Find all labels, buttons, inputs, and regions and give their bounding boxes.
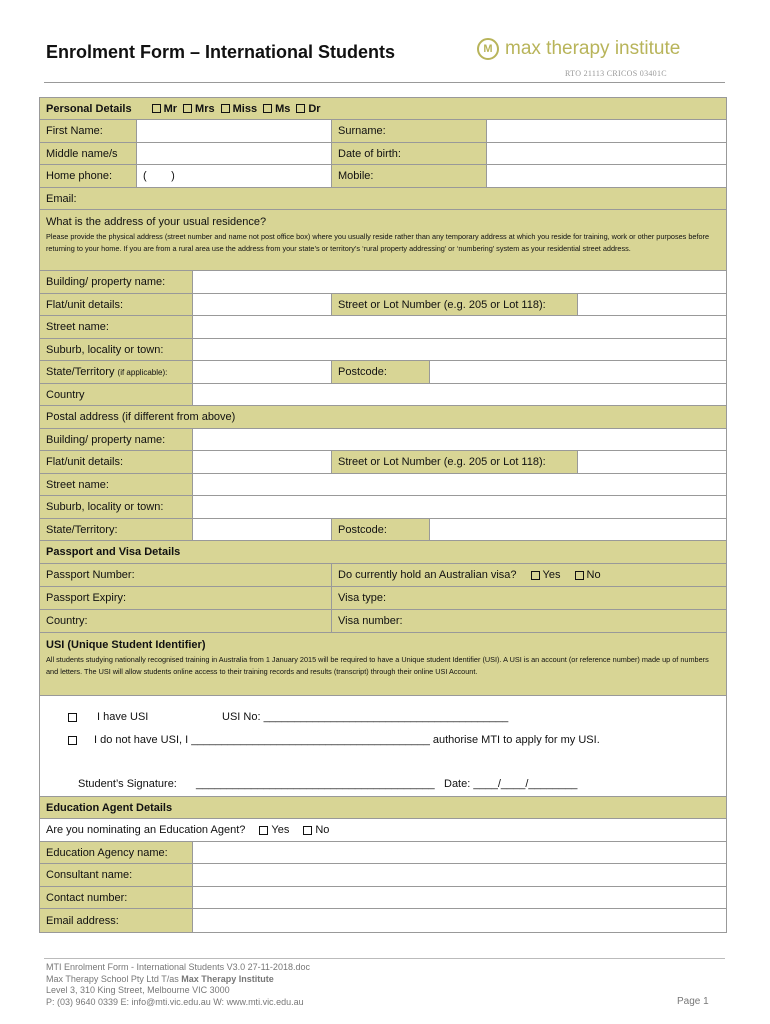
rto-text: RTO 21113 CRICOS 03401C <box>565 69 667 78</box>
visa-no-checkbox[interactable] <box>575 571 584 580</box>
logo-text: max therapy institute <box>505 38 681 59</box>
mobile-field[interactable] <box>487 165 726 187</box>
first-name-field[interactable] <box>137 120 332 142</box>
usi-note: All students studying nationally recognised training in Australia from 1 January 2015 will be required to have a Unique student Identifier (USI). A USI is an account (or reference number) made up of numbers and letters. The USI will allow students online access to their training records and results (transcript) through their online USI Account. <box>46 655 709 676</box>
footer-doc-name: MTI Enrolment Form - International Students V3.0 27-11-2018.doc <box>46 962 310 972</box>
header-divider <box>44 82 725 83</box>
dob-label: Date of birth: <box>332 143 487 164</box>
post-postcode-label: Postcode: <box>332 519 430 540</box>
mobile-label: Mobile: <box>332 165 487 187</box>
have-usi-checkbox[interactable] <box>68 713 77 722</box>
logo <box>477 38 680 60</box>
no-usi-statement[interactable]: I do not have USI, I _______________________________________ authorise MTI to apply for my USI. <box>94 734 600 746</box>
res-state-field[interactable] <box>193 361 332 383</box>
footer-contact: P: (03) 9640 0339 E: info@mti.vic.edu.au W: www.mti.vic.edu.au <box>46 996 304 1007</box>
res-state-label: State/Territory (if applicable): <box>40 361 193 383</box>
title-mrs-checkbox[interactable] <box>183 104 192 113</box>
res-building-label: Building/ property name: <box>40 271 193 293</box>
consultant-label: Consultant name: <box>40 864 193 886</box>
title-mr-checkbox[interactable] <box>152 104 161 113</box>
res-flat-field[interactable] <box>193 294 332 315</box>
footer-company: Max Therapy School Pty Ltd T/as Max Therapy Institute <box>46 973 274 984</box>
post-street-field[interactable] <box>193 474 726 495</box>
res-suburb-field[interactable] <box>193 339 726 360</box>
middle-name-field[interactable] <box>137 143 332 164</box>
visa-yes-checkbox[interactable] <box>531 571 540 580</box>
usi-header: USI (Unique Student Identifier) <box>46 639 206 651</box>
agency-field[interactable] <box>193 842 726 863</box>
residence-question: What is the address of your usual residence? <box>46 216 267 228</box>
agent-no-checkbox[interactable] <box>303 826 312 835</box>
title-miss-checkbox[interactable] <box>221 104 230 113</box>
post-street-no-label: Street or Lot Number (e.g. 205 or Lot 118): <box>332 451 578 473</box>
signature-label: Student’s Signature: <box>78 778 177 790</box>
consultant-field[interactable] <box>193 864 726 886</box>
post-building-field[interactable] <box>193 429 726 450</box>
post-state-label: State/Territory: <box>40 519 193 540</box>
res-suburb-label: Suburb, locality or town: <box>40 339 193 360</box>
logo-mark-icon: M <box>477 38 499 60</box>
res-postcode-field[interactable] <box>430 361 726 383</box>
visa-number-label: Visa number: <box>332 610 726 632</box>
footer-divider <box>44 958 725 959</box>
post-flat-label: Flat/unit details: <box>40 451 193 473</box>
agent-yes-checkbox[interactable] <box>259 826 268 835</box>
home-phone-field[interactable]: ( ) <box>137 165 332 187</box>
res-postcode-label: Postcode: <box>332 361 430 383</box>
post-postcode-field[interactable] <box>430 519 726 540</box>
dob-field[interactable] <box>487 143 726 164</box>
agent-email-label: Email address: <box>40 909 193 932</box>
home-phone-label: Home phone: <box>40 165 137 187</box>
post-suburb-label: Suburb, locality or town: <box>40 496 193 518</box>
passport-header: Passport and Visa Details <box>46 546 181 558</box>
res-street-no-field[interactable] <box>578 294 726 315</box>
footer-address: Level 3, 310 King Street, Melbourne VIC 3000 <box>46 985 230 995</box>
contact-field[interactable] <box>193 887 726 908</box>
title-dr-checkbox[interactable] <box>296 104 305 113</box>
no-usi-checkbox[interactable] <box>68 736 77 745</box>
page-number: Page 1 <box>677 996 709 1007</box>
post-flat-field[interactable] <box>193 451 332 473</box>
res-street-label: Street name: <box>40 316 193 338</box>
footer <box>46 962 310 1008</box>
post-street-no-field[interactable] <box>578 451 726 473</box>
post-state-field[interactable] <box>193 519 332 540</box>
post-building-label: Building/ property name: <box>40 429 193 450</box>
contact-label: Contact number: <box>40 887 193 908</box>
date-field[interactable]: Date: ____/____/________ <box>444 778 578 790</box>
agency-label: Education Agency name: <box>40 842 193 863</box>
agent-question: Are you nominating an Education Agent? Yes No <box>40 819 726 841</box>
passport-country-label: Country: <box>40 610 332 632</box>
personal-header: Personal Details Mr Mrs Miss Ms Dr <box>46 102 321 115</box>
res-flat-label: Flat/unit details: <box>40 294 193 315</box>
res-street-field[interactable] <box>193 316 726 338</box>
res-country-field[interactable] <box>193 384 726 405</box>
signature-field[interactable]: _______________________________________ <box>196 778 435 790</box>
have-usi-label: I have USI <box>97 711 149 723</box>
form-title: Enrolment Form – International Students <box>46 42 396 62</box>
post-suburb-field[interactable] <box>193 496 726 518</box>
usi-number-field[interactable]: USI No: ________________________________________ <box>222 711 509 723</box>
post-street-label: Street name: <box>40 474 193 495</box>
personal-header-row <box>40 98 726 120</box>
passport-number-label: Passport Number: <box>40 564 332 586</box>
passport-expiry-label: Passport Expiry: <box>40 587 332 609</box>
agent-email-field[interactable] <box>193 909 726 932</box>
surname-label: Surname: <box>332 120 487 142</box>
agent-header: Education Agent Details <box>46 801 173 814</box>
res-building-field[interactable] <box>193 271 726 293</box>
residence-note: Please provide the physical address (street number and name not post office box) where you usually reside rather than any temporary address at which you reside for training, work or other purposes before returning to your home. If you are from a rural area use the address from your state’s or territory’s ‘rural property addressing’ or ‘numbering’ system as your residential street address. <box>46 232 710 253</box>
res-country-label: Country <box>40 384 193 405</box>
middle-name-label: Middle name/s <box>40 143 137 164</box>
visa-question: Do currently hold an Australian visa? Yes No <box>332 564 726 586</box>
res-street-no-label: Street or Lot Number (e.g. 205 or Lot 118): <box>332 294 578 315</box>
title-ms-checkbox[interactable] <box>263 104 272 113</box>
visa-type-label: Visa type: <box>332 587 726 609</box>
first-name-label: First Name: <box>40 120 137 142</box>
postal-header: Postal address (if different from above) <box>46 411 236 423</box>
email-label: Email: <box>46 192 77 205</box>
surname-field[interactable] <box>487 120 726 142</box>
enrolment-form <box>39 97 727 933</box>
